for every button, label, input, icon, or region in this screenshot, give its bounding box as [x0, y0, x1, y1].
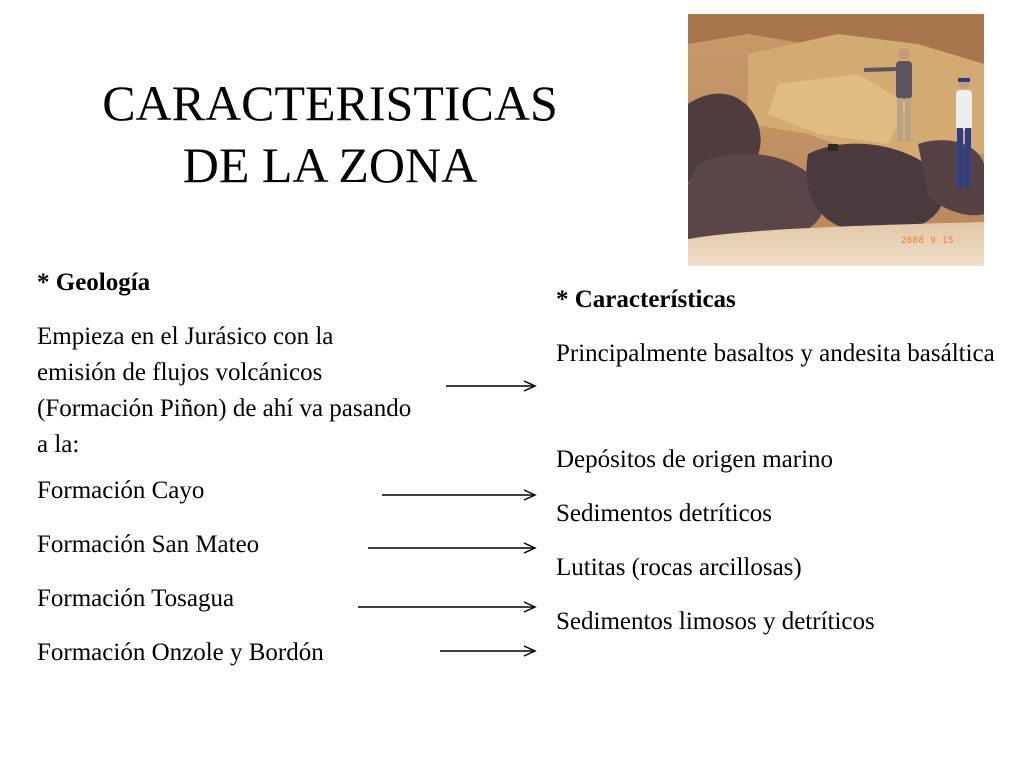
formation-item-onzole-bordon: Formación Onzole y Bordón	[37, 639, 324, 666]
characteristic-item-limosos: Sedimentos limosos y detríticos	[556, 608, 875, 635]
slide-title	[40, 72, 620, 196]
rock-outcrop-image	[688, 14, 984, 266]
title-line-2: DE LA ZONA	[182, 137, 478, 193]
arrow-onzole	[440, 646, 535, 656]
characteristic-item-detrital: Sedimentos detríticos	[556, 500, 772, 527]
formation-item-san-mateo: Formación San Mateo	[37, 531, 260, 558]
geology-column	[37, 266, 417, 690]
formation-item-tosagua: Formación Tosagua	[37, 585, 235, 612]
characteristics-column	[556, 282, 996, 659]
field-photo	[688, 14, 984, 266]
formation-item-cayo: Formación Cayo	[37, 477, 205, 504]
geology-intro: Empieza en el Jurásico con la emisión de flujos volcánicos (Formación Piñon) de ahí va pasando a la:	[37, 323, 412, 458]
photo-date-stamp: 2008 9 15	[900, 236, 954, 246]
characteristic-item-marine: Depósitos de origen marino	[556, 446, 834, 473]
characteristics-heading: * Características	[556, 286, 736, 313]
characteristic-item-lutitas: Lutitas (rocas arcillosas)	[556, 554, 802, 581]
characteristics-main: Principalmente basaltos y andesita basáltica	[556, 340, 995, 367]
geology-heading: * Geología	[37, 269, 151, 296]
arrow-intro	[446, 381, 535, 391]
title-line-1: CARACTERISTICAS	[102, 75, 558, 131]
